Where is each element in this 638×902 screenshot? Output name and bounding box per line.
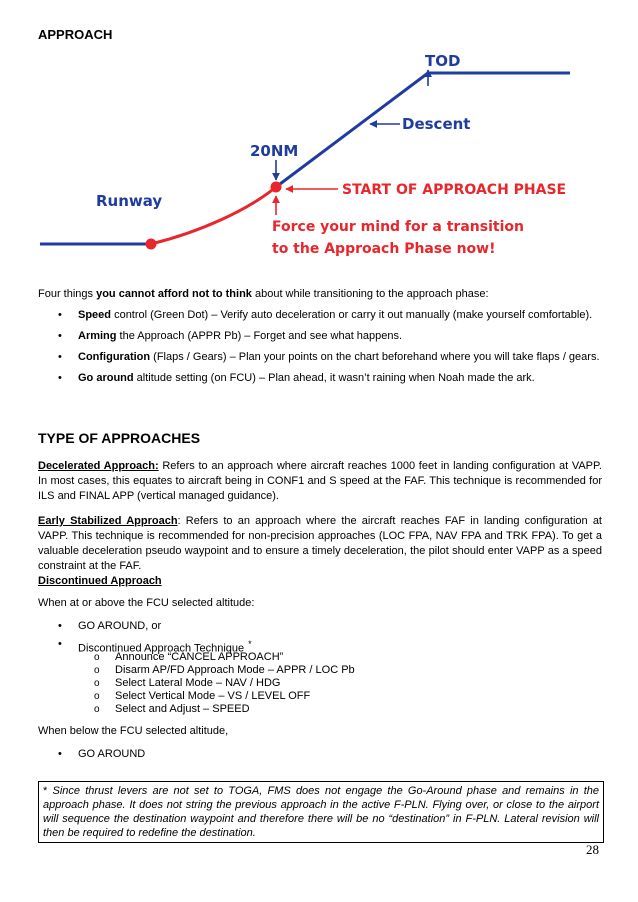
list-item: • GO AROUND — [38, 747, 603, 768]
force-line-2: to the Approach Phase now! — [272, 241, 496, 257]
list-item: • Speed control (Green Dot) – Verify auto deceleration or carry it out manually (make yourself comfortable). — [38, 308, 603, 329]
page-number: 28 — [586, 842, 599, 857]
list-item: o Disarm AP/FD Approach Mode – APPR / LOC Pb — [38, 664, 603, 677]
list-item: • Arming the Approach (APPR Pb) – Forget and see what happens. — [38, 329, 603, 350]
intro-paragraph: Four things you cannot afford not to think about while transitioning to the approach phase: — [38, 288, 489, 300]
list-item: o Select Vertical Mode – VS / LEVEL OFF — [38, 690, 603, 703]
list-item: • Configuration (Flaps / Gears) – Plan your points on the chart beforehand where you will take flaps / gears. — [38, 350, 603, 371]
approach-curve — [151, 187, 276, 244]
below-altitude-text: When below the FCU selected altitude, — [38, 725, 229, 737]
20nm-label: 20NM — [250, 142, 299, 160]
technique-steps-list — [38, 651, 603, 716]
footnote-box: * Since thrust levers are not set to TOGA, FMS does not engage the Go-Around phase and remains in the approach phase. It does not string the previous approach in the active F-PLN. Flying over, or close to the airport will sequence the destination waypoint and therefore there will be no “destination” in F-PLN. Lateral revision will then be required to redefine the destination. — [38, 781, 604, 843]
list-item: • GO AROUND, or — [38, 619, 603, 637]
section-heading-types: TYPE OF APPROACHES — [38, 430, 201, 446]
discontinued-heading: Discontinued Approach — [38, 575, 162, 587]
approach-start-point — [271, 182, 282, 193]
section-heading-approach: APPROACH — [38, 27, 113, 42]
list-item: o Select Lateral Mode – NAV / HDG — [38, 677, 603, 690]
four-things-list — [38, 308, 603, 392]
above-altitude-list — [38, 619, 603, 655]
start-phase-label: START OF APPROACH PHASE — [342, 182, 567, 198]
runway-point — [146, 239, 157, 250]
early-stabilized-paragraph: Early Stabilized Approach: Refers to an approach where the aircraft reaches FAF in landing configuration at VAPP. This technique is recommended for non-precision approaches (LOC FPA, NAV FPA and TRK FPA). To get a valuable deceleration pseudo waypoint and to ensure a timely deceleration, the pilot should enter VAPP as a speed constraint at the FAF. — [38, 515, 602, 572]
below-altitude-list — [38, 747, 603, 768]
above-altitude-text: When at or above the FCU selected altitude: — [38, 597, 255, 609]
approach-profile-diagram — [0, 40, 638, 270]
tod-label: TOD — [425, 52, 461, 70]
list-item: o Announce “CANCEL APPROACH” — [38, 651, 603, 664]
list-item: o Select and Adjust – SPEED — [38, 703, 603, 716]
descent-label: Descent — [402, 115, 471, 133]
runway-label: Runway — [96, 192, 163, 210]
list-item: • Discontinued Approach Technique * — [38, 637, 603, 652]
force-line-1: Force your mind for a transition — [272, 219, 524, 235]
decelerated-approach-paragraph: Decelerated Approach: Refers to an approach where aircraft reaches 1000 feet in landing configuration at VAPP. In most cases, this equates to aircraft being in CONF1 and S speed at the FAF. This technique is recommended for ILS and FINAL APP (vertical managed guidance). — [38, 460, 602, 502]
list-item: • Go around altitude setting (on FCU) – Plan ahead, it wasn’t raining when Noah made the ark. — [38, 371, 603, 392]
